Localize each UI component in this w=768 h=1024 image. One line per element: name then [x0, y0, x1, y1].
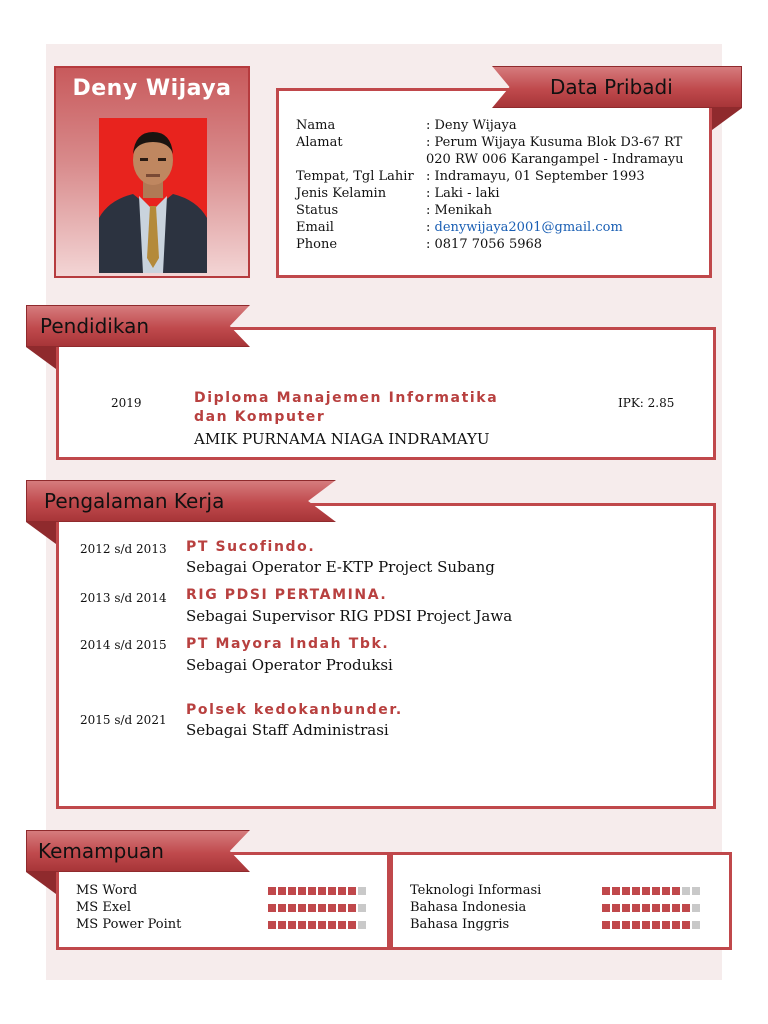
skill-level-square: [662, 887, 670, 895]
pendidikan-title: Pendidikan: [40, 314, 149, 338]
skill-level-square: [662, 904, 670, 912]
skill-level-square: [662, 921, 670, 929]
skill-name: Bahasa Inggris: [410, 917, 510, 932]
skill-level-square: [672, 904, 680, 912]
job-company: RIG PDSI PERTAMINA.: [186, 587, 388, 603]
kemampuan-title: Kemampuan: [38, 839, 164, 863]
skill-level-square: [612, 921, 620, 929]
skill-level-square: [268, 887, 276, 895]
skill-level-square: [268, 921, 276, 929]
skill-level-square: [692, 904, 700, 912]
skill-level-square: [622, 904, 630, 912]
profile-card: [54, 66, 250, 278]
pendidikan-ipk: IPK: 2.85: [618, 396, 675, 410]
skill-name: Bahasa Indonesia: [410, 900, 527, 915]
job-years: 2013 s/d 2014: [80, 591, 167, 605]
data-pribadi-ribbon: [492, 66, 742, 108]
skill-level-square: [652, 904, 660, 912]
skill-level-square: [358, 921, 366, 929]
job-role: Sebagai Operator Produksi: [186, 656, 393, 674]
skill-level-bar: [602, 921, 700, 929]
skill-level-square: [288, 904, 296, 912]
skill-level-square: [692, 921, 700, 929]
skill-level-square: [602, 921, 610, 929]
skill-level-square: [682, 887, 690, 895]
profile-photo: [99, 118, 207, 273]
skill-level-square: [652, 887, 660, 895]
skill-level-square: [278, 921, 286, 929]
skill-level-square: [602, 887, 610, 895]
data-pribadi-title: Data Pribadi: [550, 75, 673, 99]
ribbon-fold: [26, 872, 56, 894]
skill-level-square: [348, 904, 356, 912]
skill-level-square: [622, 887, 630, 895]
skill-level-square: [308, 921, 316, 929]
ribbon-fold: [26, 522, 56, 544]
skill-level-square: [348, 921, 356, 929]
skill-level-bar: [268, 921, 366, 929]
job-role: Sebagai Staff Administrasi: [186, 721, 389, 739]
skill-level-square: [682, 904, 690, 912]
skill-level-square: [338, 904, 346, 912]
skill-level-square: [308, 887, 316, 895]
skill-level-square: [612, 904, 620, 912]
pendidikan-school: AMIK PURNAMA NIAGA INDRAMAYU: [194, 430, 490, 448]
skill-level-square: [318, 887, 326, 895]
job-years: 2012 s/d 2013: [80, 542, 167, 556]
skill-level-square: [642, 887, 650, 895]
pengalaman-title: Pengalaman Kerja: [44, 489, 225, 513]
job-role: Sebagai Supervisor RIG PDSI Project Jawa: [186, 607, 513, 625]
ribbon-fold: [712, 108, 742, 130]
kemampuan-ribbon: [26, 830, 250, 872]
skill-level-square: [308, 904, 316, 912]
job-years: 2015 s/d 2021: [80, 713, 167, 727]
skill-level-bar: [268, 904, 366, 912]
skill-level-square: [348, 887, 356, 895]
pendidikan-year: 2019: [111, 396, 142, 410]
job-role: Sebagai Operator E-KTP Project Subang: [186, 558, 495, 576]
skill-level-square: [318, 904, 326, 912]
skill-level-square: [298, 904, 306, 912]
skill-level-square: [288, 921, 296, 929]
skill-level-bar: [268, 887, 366, 895]
skill-level-square: [632, 921, 640, 929]
skill-level-square: [672, 887, 680, 895]
skill-level-square: [612, 887, 620, 895]
skill-level-square: [328, 904, 336, 912]
job-company: PT Mayora Indah Tbk.: [186, 636, 390, 652]
skill-level-square: [642, 904, 650, 912]
skill-level-square: [642, 921, 650, 929]
skill-level-square: [672, 921, 680, 929]
job-years: 2014 s/d 2015: [80, 638, 167, 652]
skill-level-square: [328, 887, 336, 895]
skill-level-square: [278, 887, 286, 895]
skill-name: Teknologi Informasi: [410, 883, 542, 898]
pengalaman-ribbon: [26, 480, 336, 522]
skill-level-square: [328, 921, 336, 929]
job-company: PT Sucofindo.: [186, 539, 316, 555]
skill-level-square: [338, 921, 346, 929]
pendidikan-degree: Diploma Manajemen Informatika dan Komputer: [194, 390, 499, 425]
skill-level-square: [288, 887, 296, 895]
profile-name: Deny Wijaya: [72, 76, 232, 101]
skill-level-square: [602, 904, 610, 912]
skill-level-square: [652, 921, 660, 929]
skill-level-bar: [602, 904, 700, 912]
skill-level-bar: [602, 887, 700, 895]
skill-level-square: [278, 904, 286, 912]
job-company: Polsek kedokanbunder.: [186, 702, 403, 718]
skill-level-square: [338, 887, 346, 895]
skill-level-square: [358, 887, 366, 895]
skill-level-square: [268, 904, 276, 912]
skill-level-square: [692, 887, 700, 895]
pendidikan-ribbon: [26, 305, 250, 347]
skill-level-square: [632, 904, 640, 912]
skill-level-square: [632, 887, 640, 895]
skill-level-square: [622, 921, 630, 929]
skill-name: MS Power Point: [76, 917, 182, 932]
skill-level-square: [358, 904, 366, 912]
skill-level-square: [298, 887, 306, 895]
email-link[interactable]: denywijaya2001@gmail.com: [434, 220, 623, 235]
ribbon-fold: [26, 347, 56, 369]
skill-level-square: [298, 921, 306, 929]
skill-name: MS Exel: [76, 900, 132, 915]
skill-level-square: [682, 921, 690, 929]
skill-name: MS Word: [76, 883, 138, 898]
skill-level-square: [318, 921, 326, 929]
